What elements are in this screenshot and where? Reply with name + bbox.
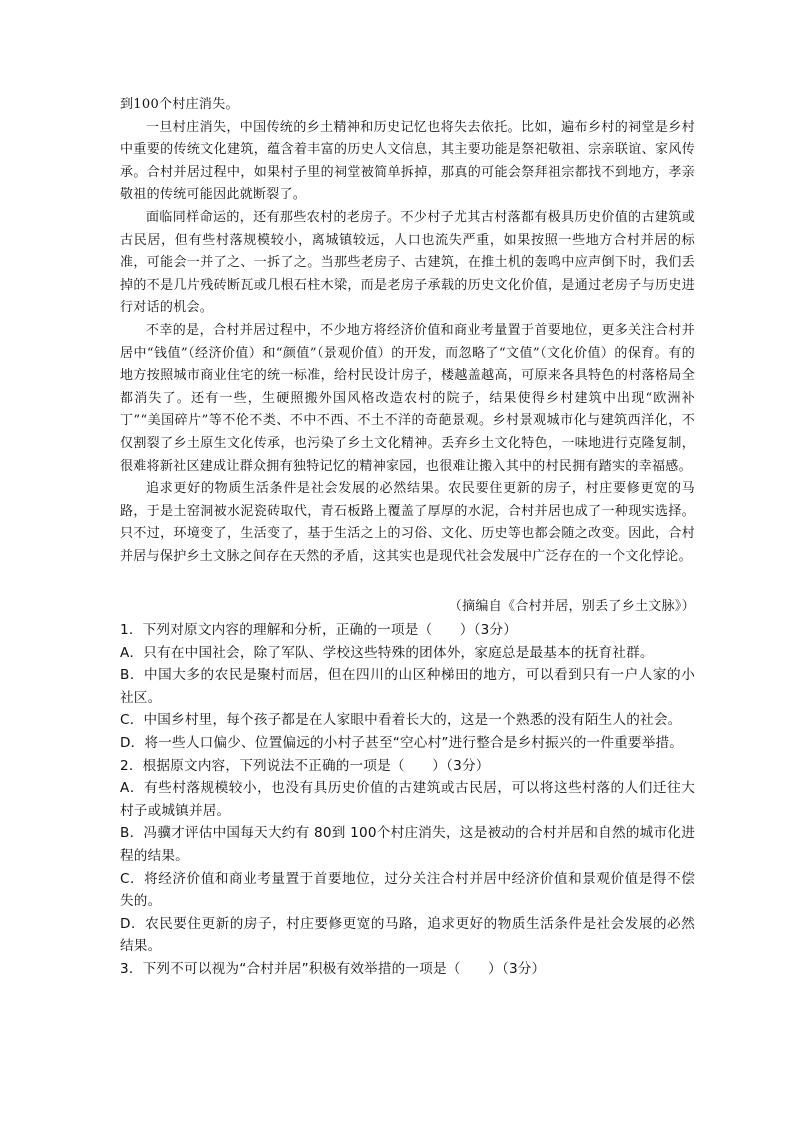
question-list: [120, 619, 695, 981]
option-c: C．将经济价值和商业考量置于首要地位，过分关注合村并居中经济价值和景观价值是得不偿失的。: [120, 870, 695, 910]
question-stem: 1．下列对原文内容的理解和分析，正确的一项是（ ）（3分）: [120, 622, 518, 638]
option-d: D．将一些人口偏少、位置偏远的小村子甚至“空心村”进行整合是乡村振兴的一件重要举措。: [120, 734, 684, 751]
passage-paragraph: 不幸的是，合村并居过程中，不少地方将经济价值和商业考量置于首要地位，更多关注合村并居中“钱值”（经济价值）和“颜值”（景观价值）的开发，而忽略了“文值”（文化价值）的保育。有的地方按照城市商业住宅的统一标准，给村民设计房子，楼越盖越高，可原来各具特色的村落格局全都消失了。还有一些，生硬照搬外国风格改造农村的院子，结果使得乡村建筑中出现“欧洲补丁”“美国碎片”等不伦不类、不中不西、不土不洋的奇葩景观。乡村景观城市化与建筑西洋化，不仅割裂了乡土原生文化传承，也污染了乡土文化精神。丢弃乡土文化特色，一味地进行克隆复制，很难将新社区建成让群众拥有独特记忆的精神家园，也很难让搬入其中的村民拥有踏实的幸福感。: [120, 322, 695, 474]
passage-source: （摘编自《合村并居，别丢了乡土文脉》）: [448, 599, 695, 614]
option-b: B．中国大多的农民是聚村而居，但在四川的山区种梯田的地方，可以看到只有一户人家的小社区。: [120, 667, 695, 706]
option-c: C．中国乡村里，每个孩子都是在人家眼中看着长大的，这是一个熟悉的没有陌生人的社会。: [120, 712, 682, 729]
reading-passage: [120, 94, 695, 568]
passage-paragraph: 面临同样命运的，还有那些农村的老房子。不少村子尤其古村落都有极具历史价值的古建筑或古民居，但有些村落规模较小，离城镇较远，人口也流失严重，如果按照一些地方合村并居的标准，可能会一并了之、一拆了之。当那些老房子、古建筑，在推土机的轰鸣中应声倒下时，我们丢掉的不是几片残砖断瓦或几根石柱木梁，而是老房子承载的历史文化价值，是通过老房子与历史进行对话的机会。: [120, 209, 695, 316]
option-a: A．有些村落规模较小，也没有具历史价值的古建筑或古民居，可以将这些村落的人们迁往大村子或城镇并居。: [120, 780, 695, 819]
passage-paragraph: 一旦村庄消失，中国传统的乡土精神和历史记忆也将失去依托。比如，遍布乡村的祠堂是乡村中重要的传统文化建筑，蕴含着丰富的历史人文信息，其主要功能是祭祀敬祖、宗亲联谊、家风传承。合村并居过程中，如果村子里的祠堂被简单拆掉，那真的可能会祭拜祖宗都找不到地方，孝亲敬祖的传统可能因此就断裂了。: [120, 119, 695, 203]
option-a: A．只有在中国社会，除了军队、学校这些特殊的团体外，家庭总是最基本的抚育社群。: [120, 644, 654, 661]
passage-paragraph: 追求更好的物质生活条件是社会发展的必然结果。农民要住更新的房子，村庄要修更宽的马路，于是土窑洞被水泥瓷砖取代，青石板路上覆盖了厚厚的水泥，合村并居也成了一种现实选择。只不过，环境变了，生活变了，基于生活之上的习俗、文化、历史等也都会随之改变。因此，合村并居与保护乡土文脉之间存在天然的矛盾，这其实也是现代社会发展中广泛存在的一个文化悖论。: [120, 481, 695, 564]
question-stem: 3．下列不可以视为“合村并居”积极有效举措的一项是（ ）（3分）: [120, 960, 546, 977]
option-d: D．农民要住更新的房子，村庄要修更宽的马路，追求更好的物质生活条件是社会发展的必然结果。: [120, 915, 695, 955]
question-2: [120, 755, 695, 958]
passage-paragraph: 到100个村庄消失。: [120, 97, 239, 112]
option-b: B．冯骥才评估中国每天大约有 80到 100个村庄消失，这是被动的合村并居和自然的城市化进程的结果。: [120, 825, 695, 864]
question-stem: 2．根据原文内容，下列说法不正确的一项是（ ）（3分）: [120, 757, 490, 774]
question-3: [120, 958, 695, 981]
question-1: [120, 619, 695, 755]
